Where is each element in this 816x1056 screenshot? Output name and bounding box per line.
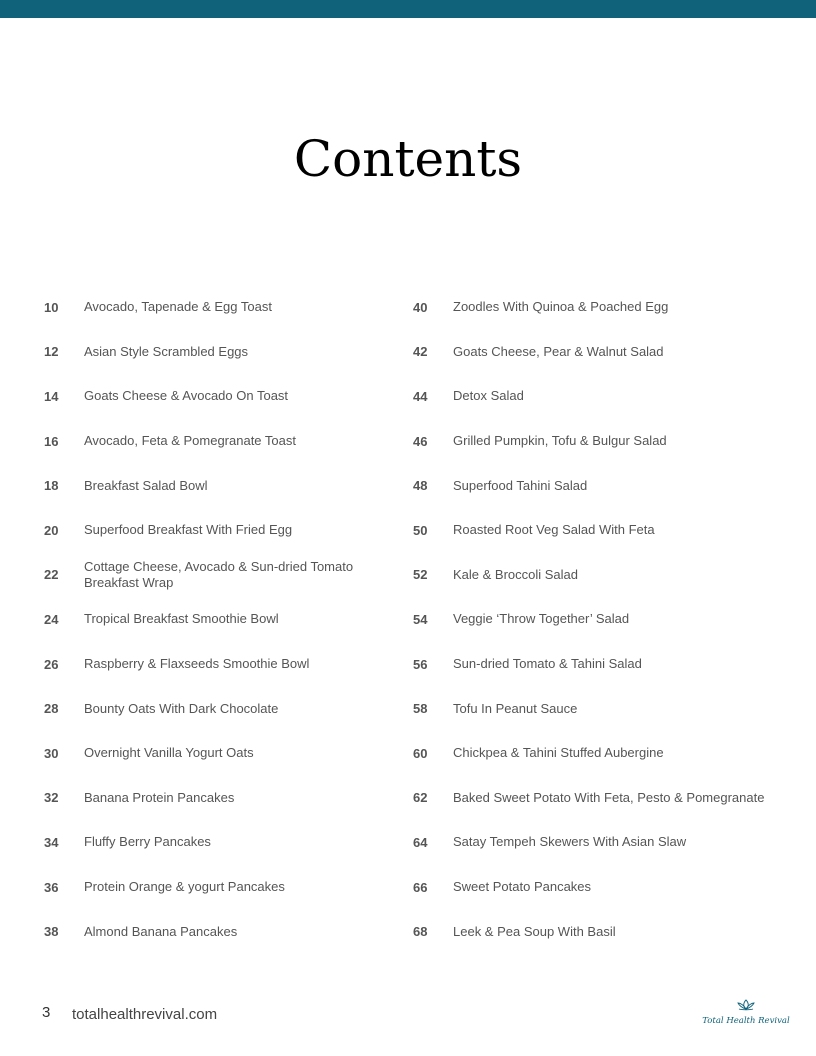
toc-page-number: 58: [413, 701, 428, 717]
toc-entry[interactable]: [413, 909, 783, 954]
toc-entry-title: Goats Cheese, Pear & Walnut Salad: [453, 343, 664, 359]
toc-entry[interactable]: [44, 731, 374, 776]
toc-entry[interactable]: [44, 285, 374, 330]
toc-entry-title: Superfood Breakfast With Fried Egg: [84, 522, 293, 538]
toc-entry-title: Avocado, Tapenade & Egg Toast: [84, 299, 272, 315]
toc-page-number: 44: [413, 388, 428, 404]
toc-page-number: 18: [44, 478, 59, 494]
toc-entry-title: Banana Protein Pancakes: [84, 789, 235, 805]
toc-entry-title: Zoodles With Quinoa & Poached Egg: [453, 299, 669, 315]
toc-entry-title: Veggie ‘Throw Together’ Salad: [453, 611, 630, 627]
toc-entry[interactable]: [44, 508, 374, 553]
toc-entry[interactable]: [44, 419, 374, 464]
toc-page-number: 28: [44, 701, 59, 717]
toc-page-number: 60: [413, 745, 428, 761]
toc-entry-title: Breakfast Salad Bowl: [84, 477, 208, 493]
toc-entry[interactable]: [44, 374, 374, 419]
toc-entry-title: Tropical Breakfast Smoothie Bowl: [84, 611, 279, 627]
toc-page-number: 10: [44, 299, 59, 315]
toc-entry[interactable]: [44, 686, 374, 731]
toc-entry-title: Superfood Tahini Salad: [453, 477, 588, 493]
toc-page-number: 20: [44, 522, 59, 538]
toc-page-number: 64: [413, 834, 428, 850]
toc-page-number: 42: [413, 344, 428, 360]
brand-logo: [700, 996, 792, 1030]
toc-page-number: 22: [44, 567, 59, 583]
toc-entry-title: Roasted Root Veg Salad With Feta: [453, 522, 655, 538]
toc-entry-title: Chickpea & Tahini Stuffed Aubergine: [453, 745, 664, 761]
top-accent-bar: [0, 0, 816, 18]
toc-page-number: 50: [413, 522, 428, 538]
toc-entry[interactable]: [44, 865, 374, 910]
footer-url-link[interactable]: totalhealthrevival.com: [72, 1006, 218, 1023]
toc-column-right: [413, 285, 783, 954]
toc-page-number: 32: [44, 790, 59, 806]
toc-entry-title: Almond Banana Pancakes: [84, 923, 238, 939]
toc-entry[interactable]: [413, 553, 783, 598]
toc-entry-title: Detox Salad: [453, 388, 524, 404]
lotus-icon: [738, 1000, 754, 1010]
toc-page-number: 66: [413, 879, 428, 895]
toc-entry[interactable]: [413, 820, 783, 865]
toc-page-number: 14: [44, 388, 59, 404]
toc-entry-title: Overnight Vanilla Yogurt Oats: [84, 745, 254, 761]
toc-page-number: 48: [413, 478, 428, 494]
toc-entry[interactable]: [413, 597, 783, 642]
toc-page-number: 16: [44, 433, 59, 449]
toc-entry[interactable]: [413, 285, 783, 330]
toc-entry-title: Grilled Pumpkin, Tofu & Bulgur Salad: [453, 433, 667, 449]
toc-entry[interactable]: [413, 865, 783, 910]
toc-entry[interactable]: [413, 419, 783, 464]
toc-page-number: 34: [44, 834, 59, 850]
toc-page-number: 36: [44, 879, 59, 895]
toc-page-number: 26: [44, 656, 59, 672]
toc-entry-title: Raspberry & Flaxseeds Smoothie Bowl: [84, 656, 310, 672]
toc-entry[interactable]: [44, 597, 374, 642]
toc-entry[interactable]: [413, 374, 783, 419]
toc-entry-title: Fluffy Berry Pancakes: [84, 834, 211, 850]
toc-entry-title: Asian Style Scrambled Eggs: [84, 343, 249, 359]
toc-entry-title: Leek & Pea Soup With Basil: [453, 923, 616, 939]
toc-entry[interactable]: [413, 330, 783, 375]
toc-page-number: 46: [413, 433, 428, 449]
footer-page-number: 3: [42, 1004, 51, 1021]
toc-column-left: [44, 285, 374, 954]
toc-page-number: 56: [413, 656, 428, 672]
toc-entry[interactable]: [44, 820, 374, 865]
toc-entry[interactable]: [44, 642, 374, 687]
page-title: Contents: [293, 130, 523, 188]
toc-entry[interactable]: [44, 909, 374, 954]
toc-page-number: 12: [44, 344, 59, 360]
toc-entry-title: Kale & Broccoli Salad: [453, 566, 579, 582]
toc-page-number: 62: [413, 790, 428, 806]
toc-page-number: 54: [413, 611, 428, 627]
toc-entry-title: Sun-dried Tomato & Tahini Salad: [453, 656, 642, 672]
toc-page-number: 68: [413, 924, 428, 940]
toc-page-number: 52: [413, 567, 428, 583]
toc-entry[interactable]: [413, 508, 783, 553]
toc-entry-title: Tofu In Peanut Sauce: [453, 700, 578, 716]
toc-entry-title: Avocado, Feta & Pomegranate Toast: [84, 433, 296, 449]
toc-entry[interactable]: [413, 686, 783, 731]
toc-page-number: 38: [44, 924, 59, 940]
toc-entry[interactable]: [44, 463, 374, 508]
toc-entry-title: Sweet Potato Pancakes: [453, 879, 592, 895]
toc-page-number: 30: [44, 745, 59, 761]
toc-page-number: 40: [413, 299, 428, 315]
toc-entry[interactable]: [413, 642, 783, 687]
toc-page-number: 24: [44, 611, 59, 627]
toc-entry-title: Cottage Cheese, Avocado & Sun-dried Tomato Breakfast Wrap: [84, 558, 354, 590]
toc-entry[interactable]: [413, 463, 783, 508]
toc-entry[interactable]: [44, 776, 374, 821]
toc-entry-title: Bounty Oats With Dark Chocolate: [84, 700, 279, 716]
toc-entry[interactable]: [44, 553, 374, 598]
toc-entry-title: Protein Orange & yogurt Pancakes: [84, 879, 285, 895]
toc-entry-title: Satay Tempeh Skewers With Asian Slaw: [453, 834, 687, 850]
toc-entry-title: Goats Cheese & Avocado On Toast: [84, 388, 289, 404]
logo-wordmark: Total Health Revival: [702, 1016, 790, 1026]
toc-entry[interactable]: [413, 731, 783, 776]
toc-entry[interactable]: [44, 330, 374, 375]
toc-entry-title: Baked Sweet Potato With Feta, Pesto & Pomegranate: [453, 789, 765, 805]
toc-entry[interactable]: [413, 776, 783, 821]
